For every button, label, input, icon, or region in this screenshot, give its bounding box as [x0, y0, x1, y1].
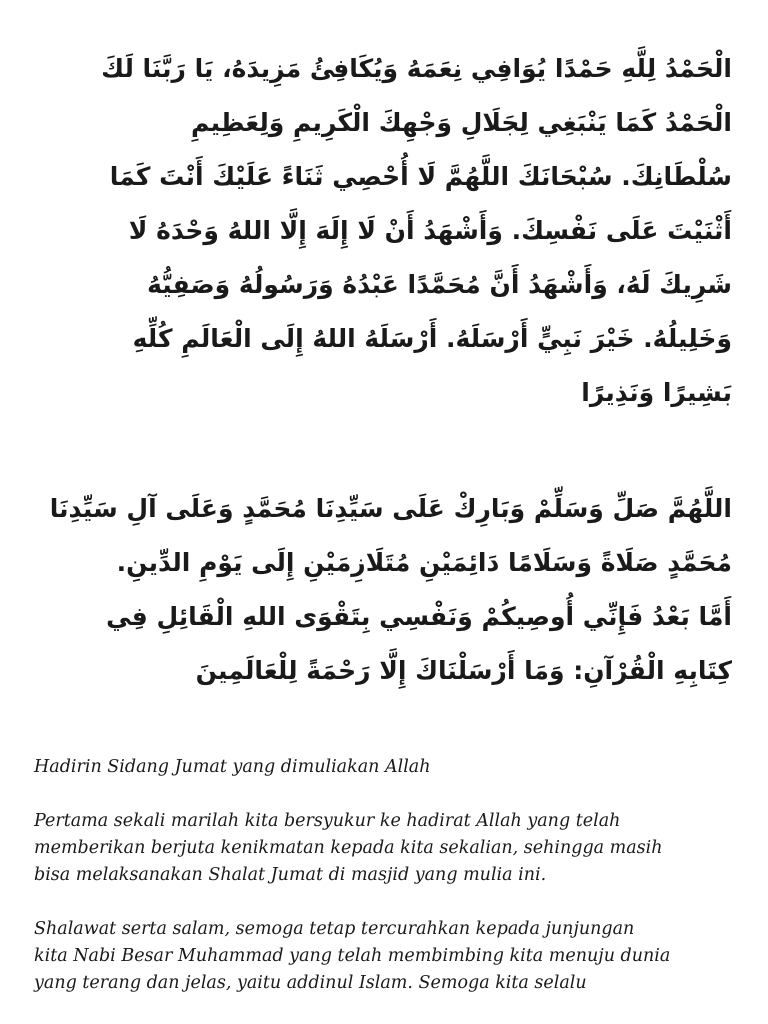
- arabic-line: مُحَمَّدٍ صَلَاةً وَسَلَامًا دَائِمَيْنِ مُتَلَازِمَيْنِ إِلَى يَوْمِ الدِّينِ.: [116, 548, 732, 577]
- arabic-line: الْحَمْدُ كَمَا يَنْبَغِي لِجَلَالِ وَجْهِكَ الْكَرِيمِ وَلِعَظِيمِ: [191, 108, 732, 137]
- paragraph-line: Shalawat serta salam, semoga tetap tercurahkan kepada junjungan: [34, 919, 635, 939]
- arabic-line: شَرِيكَ لَهُ، وَأَشْهَدُ أَنَّ مُحَمَّدًا عَبْدُهُ وَرَسُولُهُ وَصَفِيُّهُ: [147, 270, 732, 299]
- heading-text: Hadirin Sidang Jumat yang dimuliakan Allah: [34, 757, 431, 777]
- arabic-line: الْحَمْدُ لِلَّهِ حَمْدًا يُوَافِي نِعَمَهُ وَيُكَافِئُ مَزِيدَهُ، يَا رَبَّنَا لَكَ: [101, 54, 732, 83]
- paragraph-line: Pertama sekali marilah kita bersyukur ke hadirat Allah yang telah: [34, 811, 621, 831]
- arabic-line: أَمَّا بَعْدُ فَإِنِّي أُوصِيكُمْ وَنَفْسِي بِتَقْوَى اللهِ الْقَائِلِ فِي: [106, 602, 732, 631]
- arabic-opening-paragraph: [30, 42, 732, 420]
- gratitude-paragraph: [34, 808, 734, 889]
- arabic-line: اللَّهُمَّ صَلِّ وَسَلِّمْ وَبَارِكْ عَلَى سَيِّدِنَا مُحَمَّدٍ وَعَلَى آلِ سَيِّدِنَا: [49, 494, 732, 523]
- arabic-line: سُلْطَانِكَ. سُبْحَانَكَ اللَّهُمَّ لَا أُحْصِي ثَنَاءً عَلَيْكَ أَنْتَ كَمَا: [109, 162, 732, 191]
- arabic-line: كِتَابِهِ الْقُرْآنِ: وَمَا أَرْسَلْنَاكَ إِلَّا رَحْمَةً لِلْعَالَمِينَ: [195, 656, 732, 685]
- arabic-line: أَثْنَيْتَ عَلَى نَفْسِكَ. وَأَشْهَدُ أَنْ لَا إِلَهَ إِلَّا اللهُ وَحْدَهُ لَا: [128, 216, 732, 245]
- salawat-paragraph: [34, 916, 734, 997]
- paragraph-line: yang terang dan jelas, yaitu addinul Islam. Semoga kita selalu: [34, 973, 587, 993]
- arabic-line: وَخَلِيلُهُ. خَيْرَ نَبِيٍّ أَرْسَلَهُ. أَرْسَلَهُ اللهُ إِلَى الْعَالَمِ كُلِّهِ: [132, 324, 732, 353]
- sermon-heading: [34, 754, 734, 781]
- paragraph-line: bisa melaksanakan Shalat Jumat di masjid yang mulia ini.: [34, 865, 547, 885]
- arabic-salawat-paragraph: [30, 482, 732, 698]
- paragraph-line: kita Nabi Besar Muhammad yang telah membimbing kita menuju dunia: [34, 946, 671, 966]
- paragraph-line: memberikan berjuta kenikmatan kepada kita sekalian, sehingga masih: [34, 838, 663, 858]
- arabic-line: بَشِيرًا وَنَذِيرًا: [581, 378, 732, 407]
